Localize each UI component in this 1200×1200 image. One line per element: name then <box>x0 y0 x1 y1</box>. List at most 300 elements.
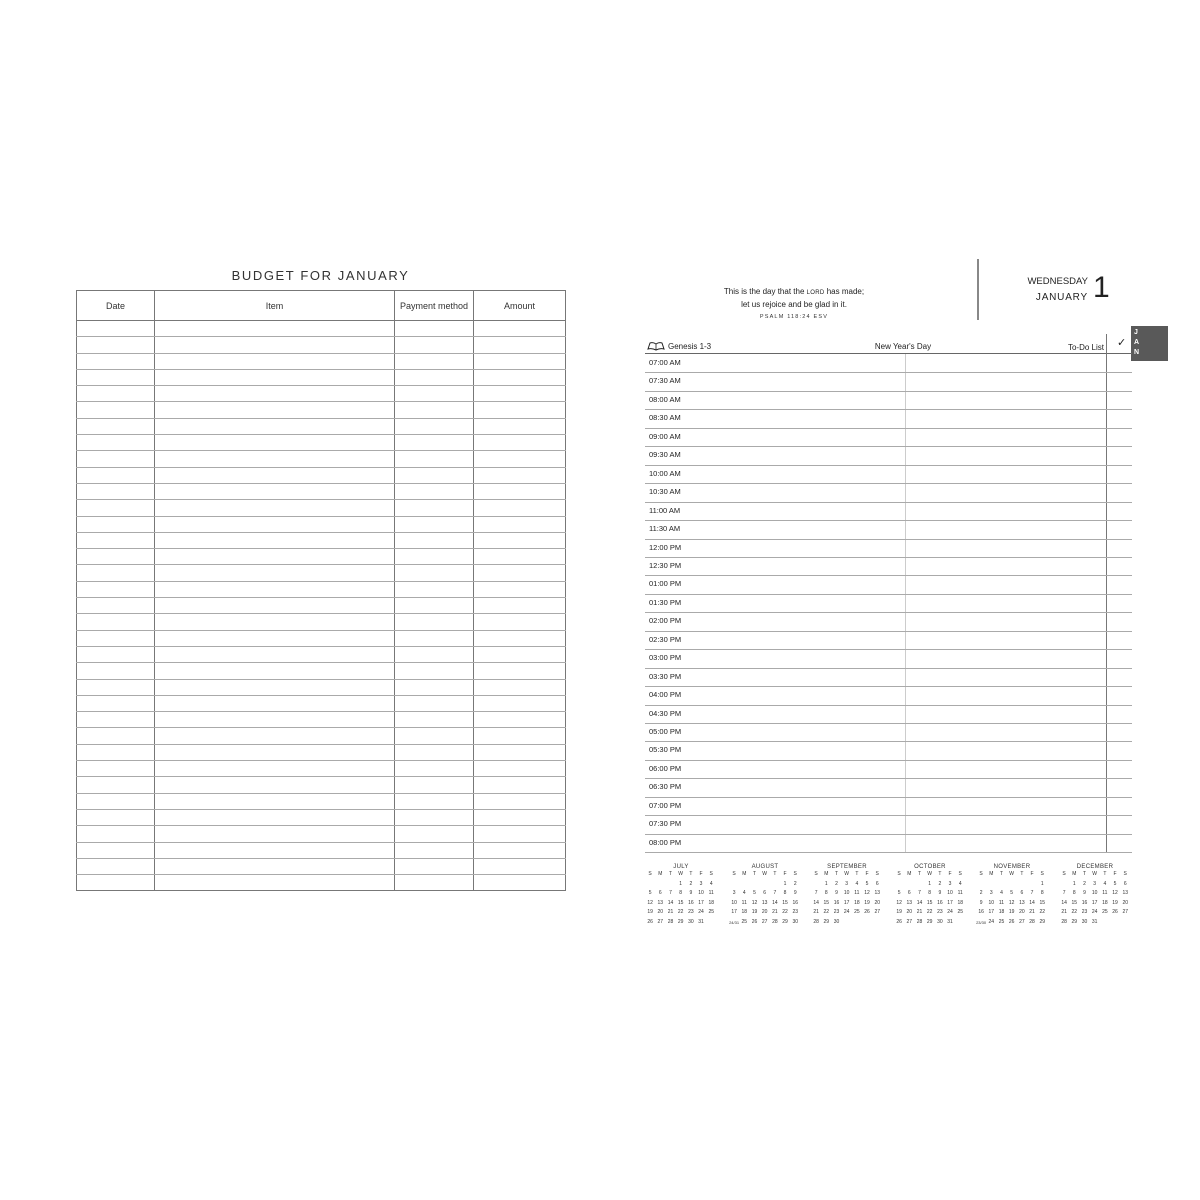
budget-cell-payment-method[interactable] <box>395 826 474 842</box>
budget-cell-date[interactable] <box>77 663 155 679</box>
budget-cell-payment-method[interactable] <box>395 369 474 385</box>
mini-calendar-day: 18 <box>854 899 860 906</box>
budget-row <box>77 826 566 842</box>
budget-cell-item[interactable] <box>155 826 395 842</box>
mini-calendar-day: 5 <box>865 880 869 887</box>
budget-cell-amount[interactable] <box>474 842 566 858</box>
budget-cell-amount[interactable] <box>474 875 566 891</box>
mini-calendar-day: 30 <box>1081 918 1088 925</box>
budget-cell-payment-method[interactable] <box>395 777 474 793</box>
budget-cell-date[interactable] <box>77 793 155 809</box>
budget-cell-amount[interactable] <box>474 483 566 499</box>
budget-cell-date[interactable] <box>77 337 155 353</box>
time-slot-line <box>645 409 1132 410</box>
mini-calendar-day: 26 <box>896 918 902 925</box>
weekday-letter: T <box>1082 871 1086 877</box>
budget-cell-date[interactable] <box>77 581 155 597</box>
mini-calendar-day: 27 <box>1122 909 1128 915</box>
budget-cell-payment-method[interactable] <box>395 679 474 695</box>
budget-row <box>77 712 566 728</box>
mini-calendar-day: 16 <box>833 899 840 906</box>
budget-cell-date[interactable] <box>77 402 155 418</box>
empty-day <box>1017 881 1027 888</box>
mini-calendar-title: OCTOBER <box>914 864 946 870</box>
budget-cell-amount[interactable] <box>474 516 566 532</box>
mini-calendar-day: 20 <box>874 899 880 906</box>
weekday-letter: T <box>773 871 777 877</box>
budget-cell-item[interactable] <box>155 500 395 516</box>
budget-cell-amount[interactable] <box>474 793 566 809</box>
budget-cell-date[interactable] <box>77 532 155 548</box>
mini-calendar-day: 8 <box>783 890 787 896</box>
budget-cell-payment-method[interactable] <box>395 712 474 728</box>
mini-calendar-day: 12 <box>896 899 902 906</box>
mini-calendar-september <box>811 864 883 926</box>
budget-cell-item[interactable] <box>155 793 395 809</box>
budget-cell-item[interactable] <box>155 549 395 565</box>
budget-cell-item[interactable] <box>155 581 395 597</box>
time-slot-label: 05:00 PM <box>649 727 682 736</box>
mini-calendar-day: 17 <box>731 909 737 915</box>
budget-cell-amount[interactable] <box>474 712 566 728</box>
budget-row <box>77 321 566 337</box>
mini-calendar-day: 26 <box>1008 918 1015 925</box>
mini-calendar-day: 11 <box>741 899 747 906</box>
budget-cell-date[interactable] <box>77 744 155 760</box>
time-slot-line <box>645 372 1132 373</box>
budget-cell-item[interactable] <box>155 353 395 369</box>
verse-reference: PSALM 118:24 ESV <box>759 314 829 320</box>
mini-calendar-day: 27 <box>761 918 768 925</box>
mini-calendar-day: 19 <box>864 899 870 906</box>
weekday-letter: S <box>875 871 879 877</box>
mini-calendar-day: 1 <box>783 880 787 887</box>
budget-cell-item[interactable] <box>155 598 395 614</box>
budget-cell-amount[interactable] <box>474 337 566 353</box>
budget-cell-item[interactable] <box>155 516 395 532</box>
time-slot-label: 10:30 AM <box>649 487 681 497</box>
budget-cell-payment-method[interactable] <box>395 532 474 548</box>
time-slot-label: 07:30 PM <box>649 819 682 829</box>
budget-row <box>77 500 566 516</box>
budget-cell-date[interactable] <box>77 386 155 402</box>
time-slot-label: 01:30 PM <box>649 597 682 607</box>
time-slot-line <box>645 686 1132 687</box>
weekday-letter: W <box>844 871 850 877</box>
mini-calendar-day: 9 <box>835 890 838 896</box>
budget-cell-item[interactable] <box>155 467 395 483</box>
weekday-letter: S <box>648 871 652 877</box>
weekday-letter: F <box>1113 871 1117 877</box>
weekday-letter: M <box>1072 871 1077 877</box>
budget-cell-item[interactable] <box>155 565 395 581</box>
budget-cell-amount[interactable] <box>474 435 566 451</box>
mini-calendar-day: 16 <box>792 899 798 906</box>
weekday-letter: T <box>752 871 756 877</box>
mini-calendar-day: 4 <box>709 880 713 887</box>
budget-cell-date[interactable] <box>77 598 155 614</box>
budget-cell-payment-method[interactable] <box>395 875 474 891</box>
budget-cell-date[interactable] <box>77 614 155 630</box>
budget-cell-date[interactable] <box>77 858 155 874</box>
budget-cell-item[interactable] <box>155 532 395 548</box>
mini-calendar-day: 4 <box>958 880 962 887</box>
budget-cell-amount[interactable] <box>474 630 566 646</box>
budget-cell-date[interactable] <box>77 451 155 467</box>
mini-calendar-day: 31 <box>698 918 704 925</box>
mini-calendar-day: 10 <box>947 890 953 896</box>
mini-calendar-day: 14 <box>1029 899 1035 906</box>
mini-calendar-november <box>976 864 1048 926</box>
mini-calendar-day: 11 <box>957 890 963 896</box>
mini-calendar-day: 17 <box>988 909 995 915</box>
budget-cell-item[interactable] <box>155 402 395 418</box>
budget-cell-item[interactable] <box>155 321 395 337</box>
budget-cell-payment-method[interactable] <box>395 500 474 516</box>
empty-day <box>729 881 739 888</box>
budget-cell-payment-method[interactable] <box>395 842 474 858</box>
weekday-letter: F <box>699 871 703 877</box>
budget-cell-amount[interactable] <box>474 321 566 337</box>
budget-cell-date[interactable] <box>77 435 155 451</box>
mini-calendar-day: 26 <box>864 909 870 915</box>
mini-calendar-day: 10 <box>698 890 704 896</box>
mini-calendar-title: JULY <box>673 864 689 870</box>
budget-cell-amount[interactable] <box>474 598 566 614</box>
budget-cell-date[interactable] <box>77 695 155 711</box>
mini-calendar-day: 18 <box>708 899 714 906</box>
budget-cell-payment-method[interactable] <box>395 516 474 532</box>
budget-row <box>77 695 566 711</box>
budget-cell-item[interactable] <box>155 695 395 711</box>
budget-cell-payment-method[interactable] <box>395 451 474 467</box>
weekday-letter: M <box>742 871 747 877</box>
budget-cell-date[interactable] <box>77 630 155 646</box>
mini-calendar-day: 6 <box>763 890 767 896</box>
mini-calendar-day: 15 <box>823 899 830 906</box>
budget-cell-date[interactable] <box>77 467 155 483</box>
budget-cell-amount[interactable] <box>474 402 566 418</box>
budget-cell-date[interactable] <box>77 646 155 662</box>
time-slot-line <box>645 741 1132 742</box>
time-slot-label: 11:30 AM <box>649 524 681 534</box>
budget-cell-item[interactable] <box>155 369 395 385</box>
mini-calendar-day: 24/31 <box>729 919 740 925</box>
budget-cell-payment-method[interactable] <box>395 565 474 581</box>
budget-cell-payment-method[interactable] <box>395 695 474 711</box>
mini-calendar-day: 1 <box>1040 880 1044 887</box>
mini-calendar-day: 17 <box>843 899 850 906</box>
weekday-letter: T <box>689 871 693 877</box>
budget-cell-date[interactable] <box>77 483 155 499</box>
budget-row <box>77 761 566 777</box>
budget-cell-item[interactable] <box>155 386 395 402</box>
mini-calendar-day: 11 <box>1102 890 1108 896</box>
budget-cell-payment-method[interactable] <box>395 793 474 809</box>
budget-cell-payment-method[interactable] <box>395 858 474 874</box>
budget-cell-date[interactable] <box>77 321 155 337</box>
mini-calendar-day: 22 <box>782 909 788 915</box>
budget-cell-date[interactable] <box>77 809 155 825</box>
mini-calendar-day: 1 <box>679 880 683 887</box>
budget-cell-date[interactable] <box>77 369 155 385</box>
mini-calendar-day: 18 <box>998 909 1005 915</box>
empty-day <box>770 881 780 888</box>
empty-day <box>645 881 655 888</box>
budget-cell-item[interactable] <box>155 483 395 499</box>
budget-cell-amount[interactable] <box>474 826 566 842</box>
mini-calendar-day: 28 <box>813 918 819 925</box>
budget-cell-amount[interactable] <box>474 695 566 711</box>
empty-day <box>665 881 675 888</box>
mini-calendar-day: 7 <box>669 890 672 896</box>
budget-cell-item[interactable] <box>155 614 395 630</box>
budget-cell-payment-method[interactable] <box>395 549 474 565</box>
budget-header-row <box>77 291 566 321</box>
budget-cell-payment-method[interactable] <box>395 614 474 630</box>
budget-cell-date[interactable] <box>77 826 155 842</box>
budget-cell-payment-method[interactable] <box>395 728 474 744</box>
budget-cell-item[interactable] <box>155 418 395 434</box>
budget-row <box>77 679 566 695</box>
budget-cell-amount[interactable] <box>474 614 566 630</box>
weekday-letter: M <box>907 871 912 877</box>
mini-calendar-day: 6 <box>658 890 662 896</box>
budget-cell-amount[interactable] <box>474 663 566 679</box>
budget-cell-date[interactable] <box>77 712 155 728</box>
mini-calendar-day: 15 <box>1071 899 1078 906</box>
column-header-date: Date <box>77 291 155 321</box>
mini-calendar-day: 19 <box>1112 899 1118 906</box>
budget-cell-date[interactable] <box>77 761 155 777</box>
mini-calendar-day: 11 <box>854 890 860 896</box>
budget-cell-date[interactable] <box>77 728 155 744</box>
time-slot-label: 04:30 PM <box>649 708 682 718</box>
budget-cell-amount[interactable] <box>474 761 566 777</box>
mini-calendar-day: 28 <box>916 918 923 925</box>
budget-cell-amount[interactable] <box>474 565 566 581</box>
budget-cell-payment-method[interactable] <box>395 663 474 679</box>
mini-calendar-day: 15 <box>782 899 788 906</box>
weekday-letter: S <box>1062 871 1066 877</box>
mini-calendar-day: 13 <box>906 899 913 906</box>
budget-cell-amount[interactable] <box>474 353 566 369</box>
budget-row <box>77 418 566 434</box>
mini-calendar-day: 1 <box>824 880 828 887</box>
mini-calendar-day: 5 <box>753 890 756 896</box>
budget-cell-amount[interactable] <box>474 777 566 793</box>
mini-calendar-day: 23 <box>688 909 694 915</box>
budget-cell-amount[interactable] <box>474 451 566 467</box>
mini-calendar-day: 18 <box>741 909 748 915</box>
empty-day <box>749 881 759 888</box>
budget-cell-item[interactable] <box>155 761 395 777</box>
mini-calendar-day: 13 <box>874 890 880 896</box>
mini-calendar-day: 24 <box>947 909 953 915</box>
mini-calendar-day: 28 <box>1029 918 1035 925</box>
mini-calendar-day: 21 <box>813 909 819 915</box>
time-slot-label: 05:30 PM <box>649 745 682 755</box>
weekday-letter: T <box>668 871 672 877</box>
budget-cell-item[interactable] <box>155 712 395 728</box>
budget-cell-amount[interactable] <box>474 369 566 385</box>
budget-cell-date[interactable] <box>77 418 155 434</box>
mini-calendar-day: 17 <box>698 899 704 906</box>
budget-cell-payment-method[interactable] <box>395 435 474 451</box>
mini-calendar-day: 21 <box>667 909 674 915</box>
budget-cell-payment-method[interactable] <box>395 744 474 760</box>
mini-calendar-day: 31 <box>947 918 953 925</box>
empty-day <box>1027 881 1037 888</box>
mini-calendar-day: 15 <box>677 899 684 906</box>
budget-cell-payment-method[interactable] <box>395 418 474 434</box>
budget-cell-payment-method[interactable] <box>395 353 474 369</box>
budget-cell-date[interactable] <box>77 875 155 891</box>
header-divider <box>977 259 979 320</box>
time-slot-line <box>645 557 1132 558</box>
weekday-letter: T <box>999 871 1003 877</box>
mini-calendar-day: 24 <box>843 909 850 915</box>
mini-calendar-day: 26 <box>1112 909 1118 915</box>
mini-calendar-day: 25 <box>1102 909 1108 915</box>
empty-day <box>655 881 665 888</box>
column-header-amount: Amount <box>474 291 566 321</box>
budget-cell-date[interactable] <box>77 353 155 369</box>
budget-cell-amount[interactable] <box>474 646 566 662</box>
time-slot-label: 08:00 PM <box>649 837 682 847</box>
mini-calendar-day: 16 <box>978 909 984 915</box>
budget-cell-payment-method[interactable] <box>395 761 474 777</box>
budget-rows <box>77 321 566 891</box>
mini-calendar-day: 28 <box>772 918 778 925</box>
budget-cell-payment-method[interactable] <box>395 386 474 402</box>
mini-calendar-day: 23 <box>1081 909 1088 915</box>
budget-cell-item[interactable] <box>155 875 395 891</box>
budget-cell-payment-method[interactable] <box>395 581 474 597</box>
budget-cell-item[interactable] <box>155 646 395 662</box>
mini-calendar-day: 30 <box>937 918 943 925</box>
budget-cell-amount[interactable] <box>474 679 566 695</box>
budget-cell-payment-method[interactable] <box>395 809 474 825</box>
mini-calendar-day: 14 <box>916 899 923 906</box>
budget-cell-date[interactable] <box>77 500 155 516</box>
mini-calendar-day: 28 <box>1061 918 1067 925</box>
mini-calendar-day: 25 <box>854 909 860 915</box>
budget-cell-payment-method[interactable] <box>395 483 474 499</box>
budget-cell-payment-method[interactable] <box>395 598 474 614</box>
mini-calendar-day: 2 <box>689 880 693 887</box>
time-slot-line <box>645 631 1132 632</box>
budget-cell-payment-method[interactable] <box>395 337 474 353</box>
budget-cell-amount[interactable] <box>474 532 566 548</box>
budget-cell-item[interactable] <box>155 842 395 858</box>
weekday-letter: T <box>855 871 859 877</box>
budget-cell-item[interactable] <box>155 728 395 744</box>
budget-cell-date[interactable] <box>77 565 155 581</box>
budget-cell-amount[interactable] <box>474 500 566 516</box>
mini-calendar-day: 28 <box>667 918 674 925</box>
budget-cell-item[interactable] <box>155 777 395 793</box>
budget-cell-item[interactable] <box>155 809 395 825</box>
budget-cell-amount[interactable] <box>474 858 566 874</box>
budget-cell-item[interactable] <box>155 337 395 353</box>
budget-row <box>77 793 566 809</box>
budget-cell-item[interactable] <box>155 435 395 451</box>
empty-day <box>976 881 986 888</box>
mini-calendar-day: 8 <box>679 890 683 896</box>
budget-cell-payment-method[interactable] <box>395 630 474 646</box>
mini-calendar-day: 23 <box>937 909 943 915</box>
mini-calendar-day: 2 <box>938 880 942 887</box>
budget-cell-payment-method[interactable] <box>395 467 474 483</box>
budget-cell-amount[interactable] <box>474 728 566 744</box>
budget-cell-item[interactable] <box>155 858 395 874</box>
mini-calendar-day: 19 <box>647 909 653 915</box>
budget-cell-amount[interactable] <box>474 418 566 434</box>
mini-calendar-day: 14 <box>772 899 778 906</box>
budget-row <box>77 728 566 744</box>
budget-cell-date[interactable] <box>77 516 155 532</box>
month-name: JANUARY <box>1035 292 1088 303</box>
mini-calendar-day: 22 <box>823 909 830 915</box>
budget-cell-date[interactable] <box>77 842 155 858</box>
verse-text-end: has made; <box>824 287 865 296</box>
mini-calendar-day: 10 <box>843 890 850 896</box>
budget-cell-date[interactable] <box>77 777 155 793</box>
mini-calendar-day: 10 <box>988 899 995 906</box>
month-tab[interactable] <box>1131 326 1168 361</box>
time-slot-line <box>645 705 1132 706</box>
budget-cell-payment-method[interactable] <box>395 646 474 662</box>
budget-cell-amount[interactable] <box>474 809 566 825</box>
mini-calendar-title: AUGUST <box>751 864 779 870</box>
time-slot-label: 04:00 PM <box>649 690 682 700</box>
mini-calendar-day: 20 <box>1122 899 1128 906</box>
budget-cell-amount[interactable] <box>474 467 566 483</box>
mini-calendar-day: 1 <box>1072 880 1076 887</box>
budget-cell-amount[interactable] <box>474 744 566 760</box>
budget-cell-amount[interactable] <box>474 386 566 402</box>
mini-calendar-day: 27 <box>657 918 664 925</box>
budget-cell-item[interactable] <box>155 744 395 760</box>
budget-cell-payment-method[interactable] <box>395 402 474 418</box>
budget-cell-item[interactable] <box>155 663 395 679</box>
mini-calendar-day: 4 <box>855 880 859 887</box>
budget-cell-payment-method[interactable] <box>395 321 474 337</box>
budget-cell-item[interactable] <box>155 679 395 695</box>
mini-calendar-day: 9 <box>689 890 693 896</box>
budget-row <box>77 402 566 418</box>
budget-cell-amount[interactable] <box>474 581 566 597</box>
time-slot-line <box>645 852 1132 853</box>
budget-cell-amount[interactable] <box>474 549 566 565</box>
time-slot-line <box>645 575 1132 576</box>
mini-calendar-day: 27 <box>906 918 913 925</box>
time-slot-line <box>645 391 1132 392</box>
open-book-icon <box>647 341 665 351</box>
weekday-letter: F <box>783 871 787 877</box>
time-slot-line <box>645 760 1132 761</box>
mini-calendar-day: 3 <box>1093 880 1097 887</box>
mini-calendar-day: 6 <box>1020 890 1024 896</box>
mini-calendar-day: 12 <box>751 899 758 906</box>
budget-cell-date[interactable] <box>77 549 155 565</box>
budget-cell-item[interactable] <box>155 630 395 646</box>
weekday-letter: S <box>1040 871 1044 877</box>
budget-cell-item[interactable] <box>155 451 395 467</box>
mini-calendar-day: 9 <box>1083 890 1086 896</box>
budget-cell-date[interactable] <box>77 679 155 695</box>
